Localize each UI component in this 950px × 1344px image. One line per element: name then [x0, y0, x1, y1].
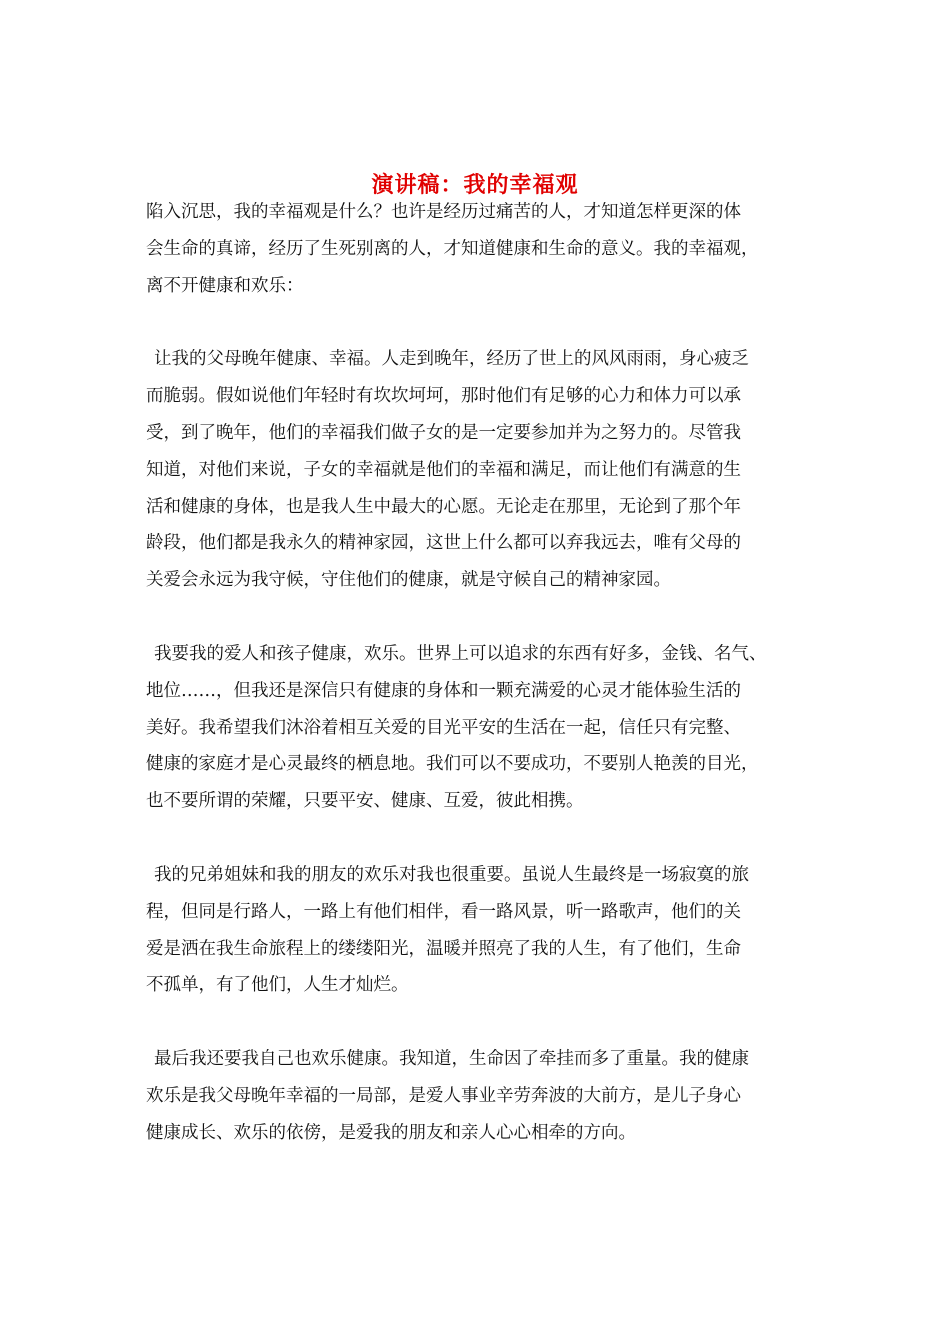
paragraph-line: 离不开健康和欢乐： — [146, 275, 304, 296]
paragraph-line: 爱是洒在我生命旅程上的缕缕阳光，温暖并照亮了我的人生，有了他们，生命 — [146, 938, 741, 959]
paragraph-line: 最后我还要我自己也欢乐健康。我知道，生命因了牵挂而多了重量。我的健康 — [154, 1049, 749, 1070]
paragraph-line: 龄段，他们都是我永久的精神家园，这世上什么都可以弃我远去，唯有父母的 — [146, 533, 741, 554]
paragraph-line: 程，但同是行路人，一路上有他们相伴，看一路风景，听一路歌声，他们的关 — [146, 901, 741, 922]
paragraph-line: 欢乐是我父母晚年幸福的一局部，是爱人事业辛劳奔波的大前方，是儿子身心 — [146, 1085, 741, 1106]
paragraph-5 — [146, 1041, 826, 1151]
paragraph-line: 活和健康的身体，也是我人生中最大的心愿。无论走在那里，无论到了那个年 — [146, 496, 741, 517]
paragraph-line: 我要我的爱人和孩子健康，欢乐。世界上可以追求的东西有好多，金钱、名气、 — [154, 643, 767, 664]
paragraph-line: 美好。我希望我们沐浴着相互关爱的目光平安的生活在一起，信任只有完整、 — [146, 717, 741, 738]
paragraph-line: 让我的父母晚年健康、幸福。人走到晚年，经历了世上的风风雨雨，身心疲乏 — [154, 349, 749, 370]
paragraph-line: 地位……，但我还是深信只有健康的身体和一颗充满爱的心灵才能体验生活的 — [146, 680, 741, 701]
paragraph-line: 不孤单，有了他们，人生才灿烂。 — [146, 975, 409, 996]
page-title: 演讲稿：我的幸福观 — [371, 171, 579, 198]
paragraph-2 — [146, 341, 826, 599]
document-body — [146, 194, 826, 1189]
paragraph-1 — [146, 194, 826, 304]
paragraph-line: 会生命的真谛，经历了生死别离的人，才知道健康和生命的意义。我的幸福观， — [146, 238, 759, 259]
paragraph-line: 关爱会永远为我守候，守住他们的健康，就是守候自己的精神家园。 — [146, 570, 671, 591]
paragraph-line: 受，到了晚年，他们的幸福我们做子女的是一定要参加并为之努力的。尽管我 — [146, 422, 741, 443]
paragraph-line: 陷入沉思，我的幸福观是什么？也许是经历过痛苦的人，才知道怎样更深的体 — [146, 202, 741, 222]
paragraph-line: 健康成长、欢乐的依傍，是爱我的朋友和亲人心心相牵的方向。 — [146, 1122, 636, 1143]
paragraph-3 — [146, 636, 826, 820]
paragraph-line: 知道，对他们来说，子女的幸福就是他们的幸福和满足，而让他们有满意的生 — [146, 459, 741, 480]
paragraph-line: 我的兄弟姐妹和我的朋友的欢乐对我也很重要。虽说人生最终是一场寂寞的旅 — [154, 864, 749, 885]
paragraph-line: 而脆弱。假如说他们年轻时有坎坎坷坷，那时他们有足够的心力和体力可以承 — [146, 386, 741, 407]
paragraph-line: 也不要所谓的荣耀，只要平安、健康、互爱，彼此相携。 — [146, 791, 584, 812]
paragraph-line: 健康的家庭才是心灵最终的栖息地。我们可以不要成功，不要别人艳羡的目光， — [146, 754, 759, 775]
paragraph-4 — [146, 857, 826, 1004]
